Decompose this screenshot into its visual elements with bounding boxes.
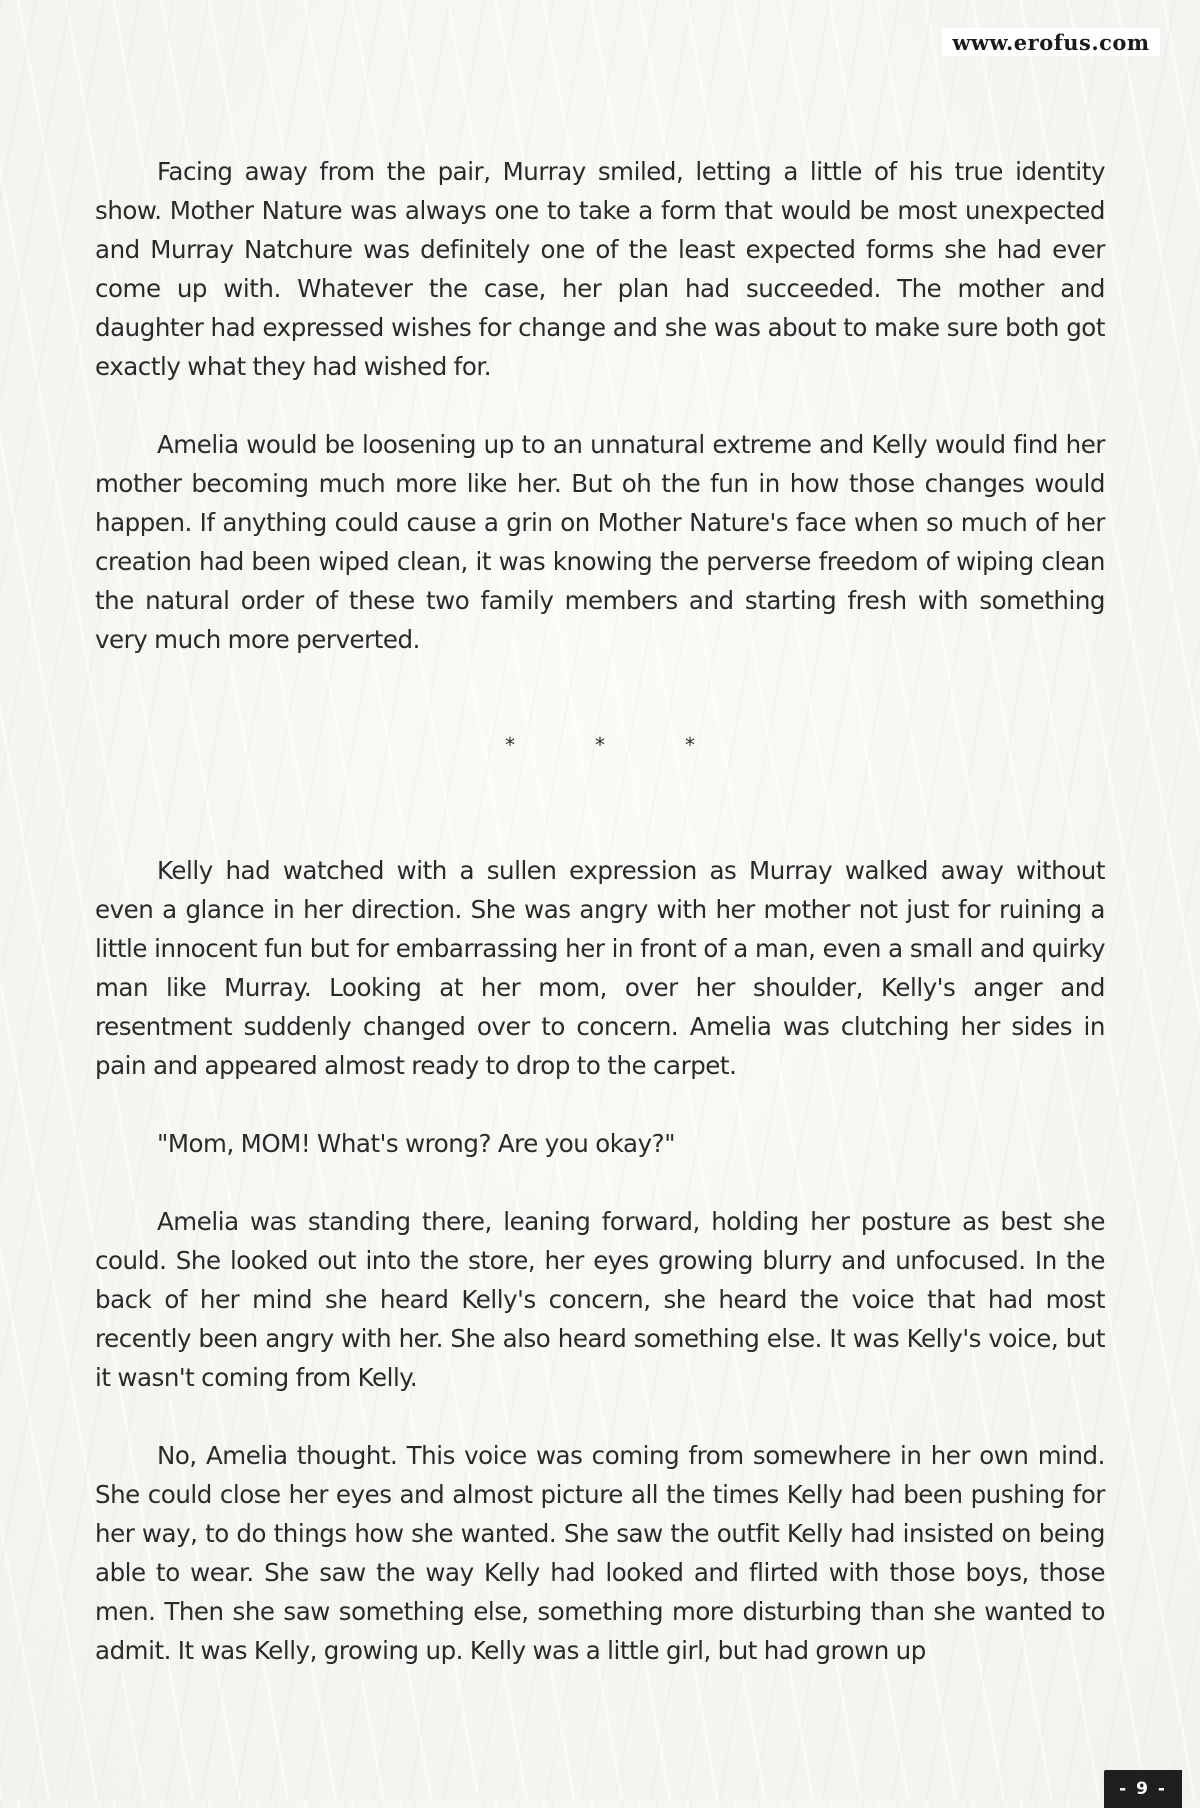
- paragraph-4: "Mom, MOM! What's wrong? Are you okay?": [157, 1129, 676, 1158]
- watermark-logo: www.erofus.com: [942, 28, 1160, 56]
- separator-asterisk: *: [505, 733, 515, 757]
- paragraph-6: No, Amelia thought. This voice was coming from somewhere in her own mind. She could close her eyes and almost picture all the times Kelly had been pushing for her way, to do things how she wanted. She saw the outfit Kelly had insisted on being able to wear. She saw the way Kelly had looked and flirted with those boys, those men. Then she saw something else, something more disturbing than she wanted to admit. It was Kelly, growing up. Kelly was a little girl, but had grown up: [95, 1441, 1105, 1665]
- page-number: - 9 -: [1104, 1770, 1182, 1808]
- text-section-2: [95, 851, 1105, 1670]
- paragraph-2: Amelia would be loosening up to an unnatural extreme and Kelly would find her mother becoming much more like her. But oh the fun in how those changes would happen. If anything could cause a grin on Mother Nature's face when so much of her creation had been wiped clean, it was knowing the perverse freedom of wiping clean the natural order of these two family members and starting fresh with something very much more perverted.: [95, 430, 1105, 654]
- separator-asterisk: *: [685, 733, 695, 757]
- text-section-1: [95, 152, 1105, 659]
- separator-asterisk: *: [595, 733, 605, 757]
- section-separator: [0, 733, 1200, 763]
- paragraph-3: Kelly had watched with a sullen expression as Murray walked away without even a glance in her direction. She was angry with her mother not just for ruining a little innocent fun but for embarrassing her in front of a man, even a small and quirky man like Murray. Looking at her mom, over her shoulder, Kelly's anger and resentment suddenly changed over to concern. Amelia was clutching her sides in pain and appeared almost ready to drop to the carpet.: [95, 856, 1105, 1080]
- paragraph-1: Facing away from the pair, Murray smiled, letting a little of his true identity show. Mother Nature was always one to take a form that would be most unexpected and Murray Natchure was definitely one of the least expected forms she had ever come up with. Whatever the case, her plan had succeeded. The mother and daughter had expressed wishes for change and she was about to make sure both got exactly what they had wished for.: [95, 157, 1105, 381]
- paragraph-5: Amelia was standing there, leaning forward, holding her posture as best she could. She looked out into the store, her eyes growing blurry and unfocused. In the back of her mind she heard Kelly's concern, she heard the voice that had most recently been angry with her. She also heard something else. It was Kelly's voice, but it wasn't coming from Kelly.: [95, 1207, 1105, 1392]
